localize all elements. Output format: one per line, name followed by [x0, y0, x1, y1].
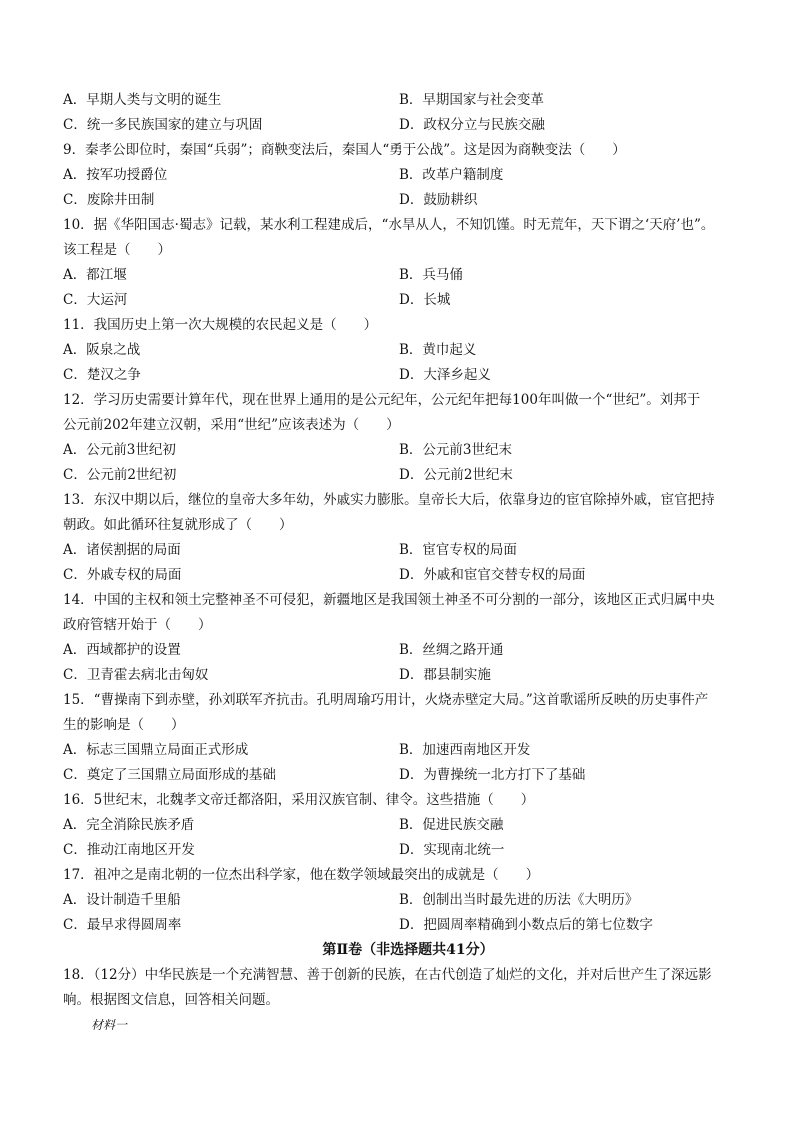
q9-options	[63, 163, 743, 213]
q17-option-d: D．把圆周率精确到小数点后的第七位数字	[399, 917, 653, 933]
q13-option-b: B．宦官专权的局面	[399, 542, 517, 558]
q10-options	[63, 263, 743, 313]
q12-option-a: A．公元前3世纪初	[63, 442, 176, 458]
q10-stem-line-1: 10．据《华阳国志·蜀志》记载，某水利工程建成后，“水旱从人，不知饥馑。时无荒年，天下谓之‘天府’也”。	[63, 217, 715, 233]
q16-option-a: A．完全消除民族矛盾	[63, 817, 195, 833]
q10-stem-line-2: 该工程是（ ）	[63, 242, 171, 258]
q10-option-b: B．兵马俑	[399, 267, 463, 283]
q13-options	[63, 538, 743, 588]
q10-option-d: D．长城	[399, 292, 451, 308]
q12-stem-line-1: 12．学习历史需要计算年代，现在世界上通用的是公元纪年，公元纪年把每100年叫做一个“世纪”。刘邦于	[63, 392, 701, 408]
q9-option-b: B．改革户籍制度	[399, 167, 504, 183]
q13-stem-line-2: 朝政。如此循环往复就形成了（ ）	[63, 517, 293, 533]
q18-stem-line-1: 18．（12分）中华民族是一个充满智慧、善于创新的民族，在古代创造了灿烂的文化，并对后世产生了深远影	[63, 967, 712, 983]
q11-option-a: A．阪泉之战	[63, 342, 141, 358]
q13-option-d: D．外戚和宦官交替专权的局面	[399, 567, 586, 583]
q15-option-d: D．为曹操统一北方打下了基础	[399, 767, 586, 783]
q15-option-b: B．加速西南地区开发	[399, 742, 531, 758]
q8-option-b: B．早期国家与社会变革	[399, 92, 544, 108]
q16-options	[63, 813, 743, 863]
q8-option-d: D．政权分立与民族交融	[399, 117, 545, 133]
q9-option-c: C．废除井田制	[63, 192, 155, 208]
q12-option-c: C．公元前2世纪初	[63, 467, 177, 483]
q14-option-b: B．丝绸之路开通	[399, 642, 504, 658]
q17-stem: 17．祖冲之是南北朝的一位杰出科学家，他在数学领域最突出的成就是（ ）	[63, 867, 540, 883]
q9-option-a: A．按军功授爵位	[63, 167, 168, 183]
q12-stem-line-2: 公元前202年建立汉朝，采用“世纪”应该表述为（ ）	[63, 417, 400, 433]
q8-option-a: A．早期人类与文明的诞生	[63, 92, 222, 108]
q11-options	[63, 338, 743, 388]
q17-options	[63, 888, 743, 938]
q15-option-a: A．标志三国鼎立局面正式形成	[63, 742, 249, 758]
q16-option-c: C．推动江南地区开发	[63, 842, 195, 858]
q15-stem-line-2: 生的影响是（ ）	[63, 717, 185, 733]
q14-option-d: D．郡县制实施	[399, 667, 491, 683]
q11-stem: 11．我国历史上第一次大规模的农民起义是（ ）	[63, 317, 378, 333]
q14-option-c: C．卫青霍去病北击匈奴	[63, 667, 209, 683]
q11-option-c: C．楚汉之争	[63, 367, 141, 383]
q15-stem-line-1: 15．“曹操南下到赤壁，孙刘联军齐抗击。孔明周瑜巧用计，火烧赤壁定大局。”这首歌谣所反映的历史事件产	[63, 692, 709, 708]
material-label: 材料一	[91, 1018, 128, 1032]
q18-stem-line-2: 响。根据图文信息，回答相关问题。	[63, 992, 279, 1008]
q9-option-d: D．鼓励耕织	[399, 192, 478, 208]
q15-options	[63, 738, 743, 788]
q14-stem-line-1: 14．中国的主权和领土完整神圣不可侵犯，新疆地区是我国领土神圣不可分割的一部分，该地区正式归属中央	[63, 592, 715, 608]
q9-stem: 9．秦孝公即位时，秦国“兵弱”；商鞅变法后，秦国人“勇于公战”。这是因为商鞅变法（ ）	[63, 142, 626, 158]
q14-stem-line-2: 政府管辖开始于（ ）	[63, 617, 212, 633]
q12-option-b: B．公元前3世纪末	[399, 442, 513, 458]
q16-option-b: B．促进民族交融	[399, 817, 504, 833]
exam-page	[63, 88, 743, 1038]
q10-option-a: A．都江堰	[63, 267, 127, 283]
q11-option-d: D．大泽乡起义	[399, 367, 491, 383]
q17-option-a: A．设计制造千里船	[63, 892, 181, 908]
q16-option-d: D．实现南北统一	[399, 842, 505, 858]
q13-option-a: A．诸侯割据的局面	[63, 542, 181, 558]
q10-option-c: C．大运河	[63, 292, 128, 308]
q12-options	[63, 438, 743, 488]
q13-option-c: C．外戚专权的局面	[63, 567, 182, 583]
q14-option-a: A．西域都护的设置	[63, 642, 181, 658]
q11-option-b: B．黄巾起义	[399, 342, 477, 358]
q15-option-c: C．奠定了三国鼎立局面形成的基础	[63, 767, 276, 783]
q8-option-c: C．统一多民族国家的建立与巩固	[63, 117, 263, 133]
section-2-title: 第Ⅱ卷（非选择题共41分）	[322, 942, 494, 958]
q13-stem-line-1: 13．东汉中期以后，继位的皇帝大多年幼，外戚实力膨胀。皇帝长大后，依靠身边的宦官除掉外戚，宦官把持	[63, 492, 715, 508]
q16-stem: 16．5世纪末，北魏孝文帝迁都洛阳，采用汉族官制、律令。这些措施（ ）	[63, 792, 535, 808]
q14-options	[63, 638, 743, 688]
q17-option-b: B．创制出当时最先进的历法《大明历》	[399, 892, 639, 908]
q8-options	[63, 88, 743, 138]
q17-option-c: C．最早求得圆周率	[63, 917, 182, 933]
q12-option-d: D．公元前2世纪末	[399, 467, 513, 483]
